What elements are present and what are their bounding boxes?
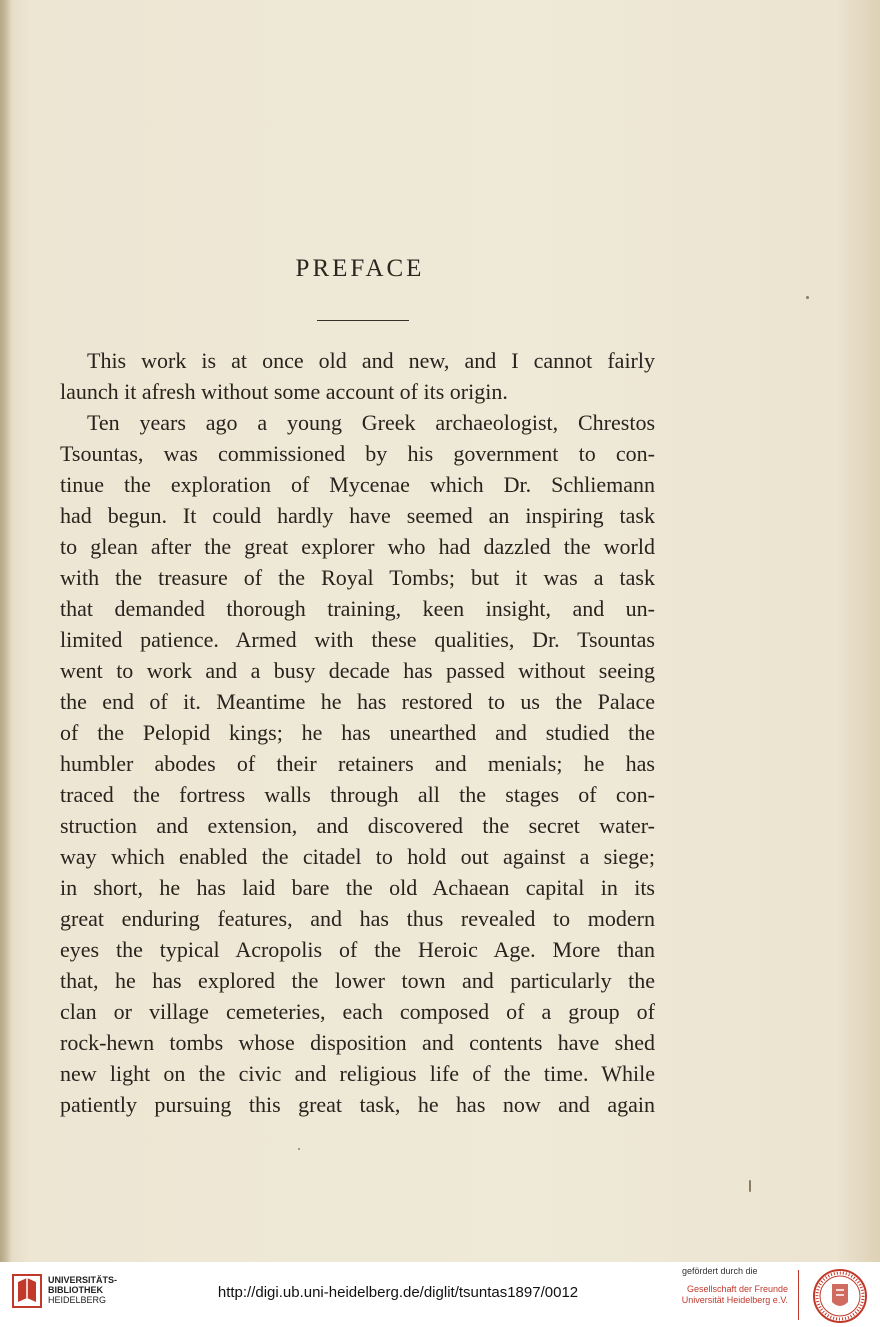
page-url-link[interactable]: http://digi.ub.uni-heidelberg.de/diglit/tsuntas1897/0012 — [217, 1284, 579, 1301]
paper-speck — [749, 1180, 751, 1192]
text-line: of the Pelopid kings; he has unearthed and studied the — [60, 720, 655, 745]
text-line: rock-hewn tombs whose disposition and contents have shed — [60, 1030, 655, 1055]
text-line: had begun. It could hardly have seemed an inspiring task — [60, 503, 655, 528]
text-line: launch it afresh without some account of its origin. — [60, 379, 508, 404]
page-binding-shadow — [0, 0, 12, 1262]
text-line: tinue the exploration of Mycenae which Dr. Schliemann — [60, 472, 655, 497]
text-line: limited patience. Armed with these qualities, Dr. Tsountas — [60, 627, 655, 652]
text-line: great enduring features, and has thus revealed to modern — [60, 906, 655, 931]
text-line: way which enabled the citadel to hold out against a siege; — [60, 844, 655, 869]
text-line: patiently pursuing this great task, he has now and again — [60, 1092, 655, 1117]
text-line: struction and extension, and discovered the secret water- — [60, 813, 655, 838]
footer-divider — [798, 1270, 799, 1320]
text-line: Ten years ago a young Greek archaeologist, Chrestos — [87, 410, 655, 435]
text-line: new light on the civic and religious life of the time. While — [60, 1061, 655, 1086]
text-line: Tsountas, was commissioned by his government to con- — [60, 441, 655, 466]
text-line: went to work and a busy decade has passed without seeing — [60, 658, 655, 683]
text-line: to glean after the great explorer who had dazzled the world — [60, 534, 655, 559]
paper-speck — [806, 296, 809, 299]
text-line: in short, he has laid bare the old Achaean capital in its — [60, 875, 655, 900]
sponsor-label: gefördert durch die — [682, 1266, 758, 1276]
text-line: that, he has explored the lower town and particularly the — [60, 968, 655, 993]
university-seal-icon — [812, 1268, 868, 1324]
paper-speck — [298, 1148, 300, 1150]
text-line: traced the fortress walls through all the stages of con- — [60, 782, 655, 807]
text-line: that demanded thorough training, keen insight, and un- — [60, 596, 655, 621]
title-rule — [317, 320, 409, 321]
sponsor-name: Gesellschaft der Freunde Universität Heidelberg e.V. — [681, 1284, 788, 1305]
text-line: the end of it. Meantime he has restored to us the Palace — [60, 689, 655, 714]
page-title: PREFACE — [295, 255, 425, 282]
text-line: This work is at once old and new, and I cannot fairly — [87, 348, 655, 373]
text-line: clan or village cemeteries, each composed of a group of — [60, 999, 655, 1024]
library-name: UNIVERSITÄTS- BIBLIOTHEK HEIDELBERG — [48, 1275, 118, 1305]
text-line: humbler abodes of their retainers and menials; he has — [60, 751, 655, 776]
text-line: eyes the typical Acropolis of the Heroic Age. More than — [60, 937, 655, 962]
text-line: with the treasure of the Royal Tombs; but it was a task — [60, 565, 655, 590]
footer-bar — [0, 1262, 880, 1327]
